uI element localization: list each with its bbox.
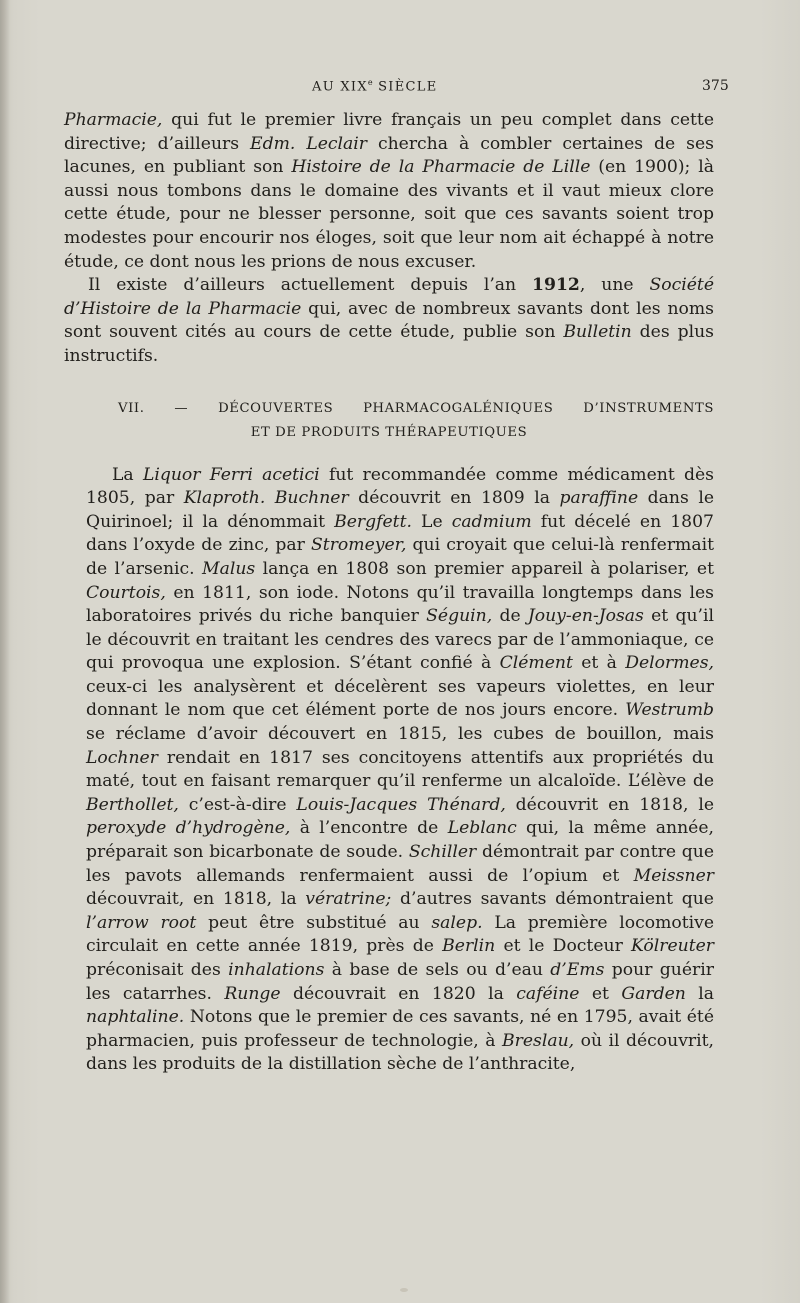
italic-text: Liquor Ferri acetici [142,464,320,485]
text-span: qui, avec de nombreux savants dont les noms sont souvent cités au cours de cette étude, publie son [64,298,714,343]
text-span: démontrait par contre que les pavots allemands renfermaient aussi de l’opium et [86,842,714,886]
paragraph-3 [86,464,714,1077]
italic-text: Kölreuter [631,936,714,957]
italic-text: Berlin [442,936,496,957]
section-body [64,464,714,1077]
text-span: découvrait en 1820 la [280,983,517,1004]
italic-text: Runge [224,983,281,1004]
text-span: préconisait des [86,960,229,980]
italic-text: Louis-Jacques Thénard, [296,794,506,815]
text-span: (en 1900); là aussi nous tombons dans le domaine des vivants et il vaut mieux clore cette étude, pour ne blesser personne, soit que ces savants soient trop modestes pour encourir nos éloges, soit que leur nom ait échappé à notre étude, ce dont nous les prions de nous excuser. [64,157,714,272]
text-span: La première locomotive circulait en cette année 1819, près de [86,912,715,957]
page-number: 375 [702,78,729,94]
body-text [64,109,714,1077]
text-span: où il découvrit, dans les produits de la distillation sèche de l’anthracite, [86,1030,714,1075]
text-span: qui croyait que celui-là renfermait de l’arsenic. [86,535,714,579]
italic-text: Stromeyer, [311,535,407,556]
text-span: lança en 1808 son premier appareil à polariser, et [255,558,714,579]
text-span: d’autres savants démontraient que [391,889,714,910]
italic-text: l’arrow root [86,912,197,933]
paragraph-2 [64,274,714,368]
text-span: découvrait, en 1818, la [86,889,306,910]
text-span: ceux-ci les analysèrent et décelèrent ses vapeurs violettes, en leur donnant le nom que cet élément porte de nos jours encore. [86,676,714,721]
italic-text: Westrumb [625,700,714,721]
italic-text: cadmium [451,511,532,532]
text-span: découvrit en 1818, le [505,794,714,815]
text-span: à base de sels ou d’eau [324,960,551,980]
text-span: et le Docteur [495,936,632,957]
italic-text: Société d’Histoire de la Pharmacie [64,275,715,319]
italic-text: Leblanc [447,818,517,839]
text-span: découvrit en 1809 la [348,488,560,509]
text-span: des plus instructifs. [64,322,715,366]
section-heading-line-1: VII. — DÉCOUVERTES PHARMACOGALÉNIQUES D’INSTRUMENTS [118,400,714,416]
text-span: La [112,464,143,485]
italic-text: naphtaline. [86,1007,185,1028]
text-span: Notons que le premier de ces savants, né en 1795, avait été pharmacien, puis professeur de technologie, à [86,1007,714,1051]
text-span: et à [572,653,626,674]
text-span: rendait en 1817 ses concitoyens attentifs aux propriétés du maté, tout en faisant remarquer qu’il renferme un alcaloïde. L’élève de [86,747,714,792]
text-span: et qu’il le découvrit en traitant les cendres des varecs par de l’ammoniaque, ce qui provoqua une explosion. S’étant confié à [86,606,714,674]
running-title-end: SIÈCLE [372,79,438,95]
italic-text: Delormes, [625,653,714,674]
text-span: Il existe d’ailleurs actuellement depuis l’an [88,275,533,296]
italic-text: Berthollet, [86,794,179,815]
text-span: qui, la même année, préparait son bicarbonate de soude. [86,818,714,863]
italic-text: Clément [499,653,573,674]
italic-text: paraffine [559,488,639,509]
italic-text: Schiller [408,842,477,863]
italic-text: salep. [431,912,483,933]
italic-text: peroxyde d’hydrogène, [86,818,291,839]
text-span: en 1811, son iode. Notons qu’il travailla longtemps dans les laboratoires privés du riche banquier [86,582,714,627]
text-span: et [579,983,622,1004]
text-span: pour guérir les catarrhes. [86,960,714,1004]
running-head [0,78,800,100]
text-span: dans le Quirinoel; il la dénommait [86,488,714,532]
bold-year: 1912 [532,275,580,296]
text-span: se réclame d’avoir découvert en 1815, les cubes de bouillon, mais [86,724,714,745]
text-span: fut décelé en 1807 dans l’oxyde de zinc, par [86,511,714,556]
text-span: fut recommandée comme médicament dès 1805, par [86,464,715,509]
italic-text: Histoire de la Pharmacie de Lille [291,157,591,178]
paragraph-1 [64,109,714,274]
text-span: la [685,983,714,1004]
text-span: c’est-à-dire [178,794,297,815]
text-span: chercha à combler certaines de ses lacunes, en publiant son [64,133,714,178]
italic-text: Séguin, [426,606,493,627]
text-span: Le [411,511,452,532]
italic-text: Breslau, [502,1030,575,1051]
text-span: à l’encontre de [290,818,448,839]
text-span: , une [579,275,650,296]
italic-text: Pharmacie, [64,110,163,130]
italic-text: d’Ems [550,960,605,980]
running-title-text: AU XIX [312,79,368,95]
section-heading-line-2: ET DE PRODUITS THÉRAPEUTIQUES [250,424,528,440]
italic-text: inhalations [228,960,325,980]
italic-text: Bergfett. [334,511,412,532]
paper-spot [400,1288,408,1292]
running-title [312,78,438,94]
text-span: peut être substitué au [196,912,432,933]
century-superscript: e [367,78,373,87]
italic-text: Malus [202,558,256,579]
text-span: qui fut le premier livre français un peu complet dans cette directive; d’ailleurs [64,110,714,154]
italic-text: Bulletin [563,322,632,343]
italic-text: Lochner [86,747,158,768]
italic-text: Meissner [633,865,714,886]
italic-text: Jouy-en-Josas [527,606,644,627]
binding-shadow [0,0,10,1303]
italic-text: Garden [621,983,686,1004]
section-heading [64,397,714,445]
italic-text: Courtois, [86,582,166,603]
italic-text: Edm. Leclair [250,133,367,154]
italic-text: caféine [516,983,580,1004]
text-span: de [492,606,528,627]
italic-text: vératrine; [305,889,392,910]
italic-text: Klaproth. Buchner [183,488,349,509]
